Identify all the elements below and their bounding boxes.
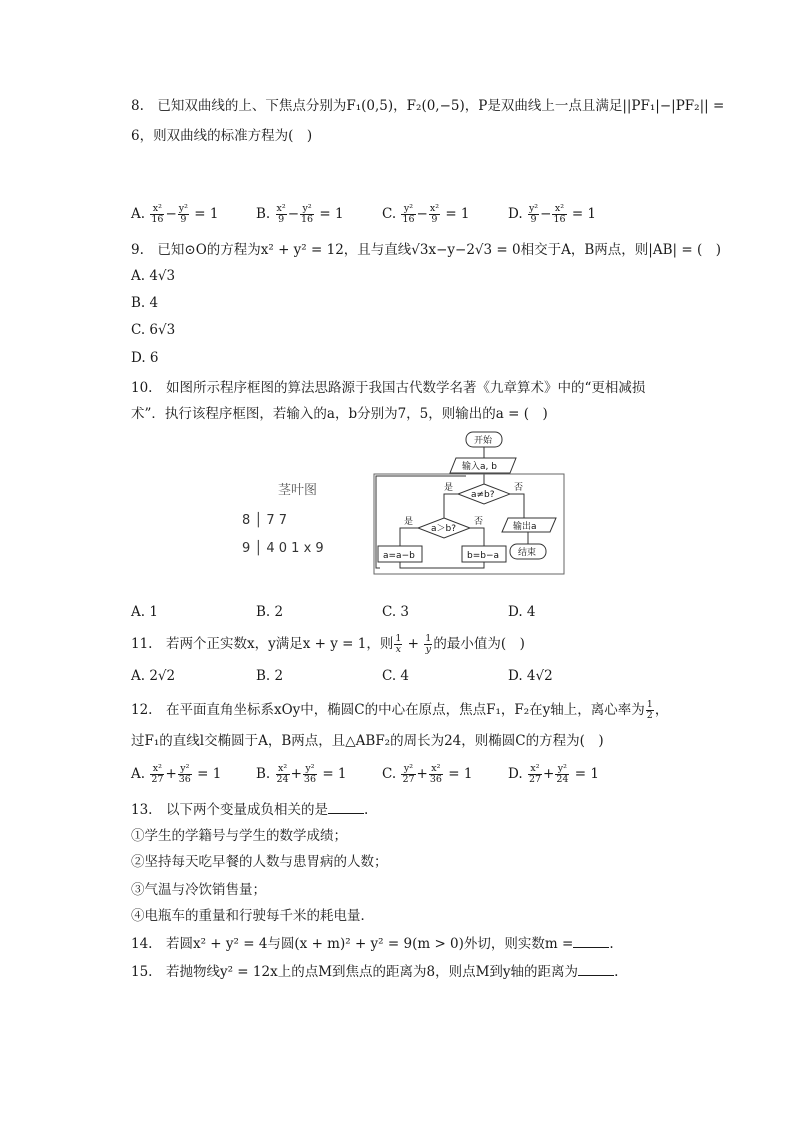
q9-option-b: B. 4 xyxy=(131,295,159,311)
q13-stem: 13. 以下两个变量成负相关的是 . xyxy=(131,802,369,818)
q15-answer-blank[interactable] xyxy=(578,963,614,976)
q13-item-3: ③气温与冷饮销售量； xyxy=(131,882,266,898)
q13-answer-blank[interactable] xyxy=(328,801,364,814)
flow-end-text: 结束 xyxy=(518,548,537,558)
q12-option-b: B. $\frac{\text{x²}}{24}$ + $\frac{\text{y²}}{36}$ = 1 xyxy=(256,763,347,785)
flow-assign-2-text: b=b−a xyxy=(467,551,500,561)
q10-stem-line2: 术”．执行该程序框图，若输入的a，b分别为7，5，则输出的a = ( ) xyxy=(131,406,548,422)
flow-no-1: 否 xyxy=(514,483,524,493)
q8-option-d: D. $\frac{\text{y²}}{9}$ − $\frac{\text{x²}}{16}$ = 1 xyxy=(508,203,597,225)
q15-stem: 15. 若抛物线y² = 12x上的点M到焦点的距离为8，则点M到y轴的距离为 . xyxy=(131,964,619,980)
q11-option-c: C. 4 xyxy=(382,668,410,684)
q11-option-b: B. 2 xyxy=(256,668,284,684)
flow-assign-1-text: a=a−b xyxy=(383,551,415,561)
q12-stem-line2: 过F₁的直线l交椭圆于A，B两点，且△ABF₂的周长为24，则椭圆C的方程为( ) xyxy=(131,733,604,749)
q13-item-4: ④电瓶车的重量和行驶每千米的耗电量． xyxy=(131,908,374,924)
flow-yes-1: 是 xyxy=(444,483,454,493)
flow-condition-1-text: a≠b? xyxy=(471,490,495,500)
q10-option-a: A. 1 xyxy=(131,604,158,620)
q9-stem: 9. 已知⊙O的方程为x² + y² = 12，且与直线√3x−y−2√3 = 0相交于A，B两点，则|AB| = ( ) xyxy=(131,242,721,258)
q13-item-1: ①学生的学籍号与学生的数学成绩； xyxy=(131,828,347,844)
q14-stem: 14. 若圆x² + y² = 4与圆(x + m)² + y² = 9(m > 0)外切，则实数m = . xyxy=(131,936,614,952)
q11-option-d: D. 4√2 xyxy=(508,668,553,684)
q8-option-b: B. $\frac{\text{x²}}{9}$ − $\frac{\text{y²}}{16}$ = 1 xyxy=(256,203,344,225)
q14-answer-blank[interactable] xyxy=(573,935,609,948)
q8-option-a: A. $\frac{\text{x²}}{16}$ − $\frac{\text{y²}}{9}$ = 1 xyxy=(131,203,219,225)
q12-option-c: C. $\frac{\text{y²}}{27}$ + $\frac{\text{x²}}{36}$ = 1 xyxy=(382,763,473,785)
flow-output-text: 输出a xyxy=(513,522,537,532)
q10-figure xyxy=(238,428,568,588)
flow-input-text: 输入a, b xyxy=(462,462,497,472)
q9-option-c: C. 6√3 xyxy=(131,322,176,338)
q13-item-2: ②坚持每天吃早餐的人数与患胃病的人数； xyxy=(131,854,388,870)
q8-option-c: C. $\frac{\text{y²}}{16}$ − $\frac{\text{x²}}{9}$ = 1 xyxy=(382,203,470,225)
stem-leaf-row-2: 9 │ 4 0 1 x 9 xyxy=(242,541,324,556)
q10-option-c: C. 3 xyxy=(382,604,410,620)
q11-option-a: A. 2√2 xyxy=(131,668,176,684)
flow-no-2: 否 xyxy=(474,517,484,527)
q12-option-a: A. $\frac{\text{x²}}{27}$ + $\frac{\text{y²}}{36}$ = 1 xyxy=(131,763,222,785)
q8-stem-line2: 6，则双曲线的标准方程为( ) xyxy=(131,128,313,144)
q8-stem-line1: 8. 已知双曲线的上、下焦点分别为F₁(0,5)，F₂(0,−5)，P是双曲线上一点且满足||PF₁|−|PF₂|| = xyxy=(131,98,725,114)
flow-start-text: 开始 xyxy=(474,436,493,446)
flow-condition-2-text: a＞b? xyxy=(431,524,457,534)
q11-stem: 11. 若两个正实数x，y满足x + y = 1，则 $\frac{1}{x}$ + $\frac{1}{y}$ 的最小值为( ) xyxy=(131,633,525,655)
q9-option-d: D. 6 xyxy=(131,350,159,366)
flow-yes-2: 是 xyxy=(404,517,414,527)
q12-stem-line1: 12. 在平面直角坐标系xOy中，椭圆C的中心在原点，焦点F₁，F₂在y轴上，离心率为 $\frac{1}{2}$ ， xyxy=(131,699,669,721)
q10-option-b: B. 2 xyxy=(256,604,284,620)
stem-leaf-row-1: 8 │ 7 7 xyxy=(242,513,288,528)
stem-leaf-title: 茎叶图 xyxy=(278,483,318,498)
q10-option-d: D. 4 xyxy=(508,604,536,620)
q12-option-d: D. $\frac{\text{x²}}{27}$ + $\frac{\text{y²}}{24}$ = 1 xyxy=(508,763,599,785)
q10-stem-line1: 10. 如图所示程序框图的算法思路源于我国古代数学名著《九章算术》中的“更相减损 xyxy=(131,380,646,396)
q9-option-a: A. 4√3 xyxy=(131,268,176,284)
